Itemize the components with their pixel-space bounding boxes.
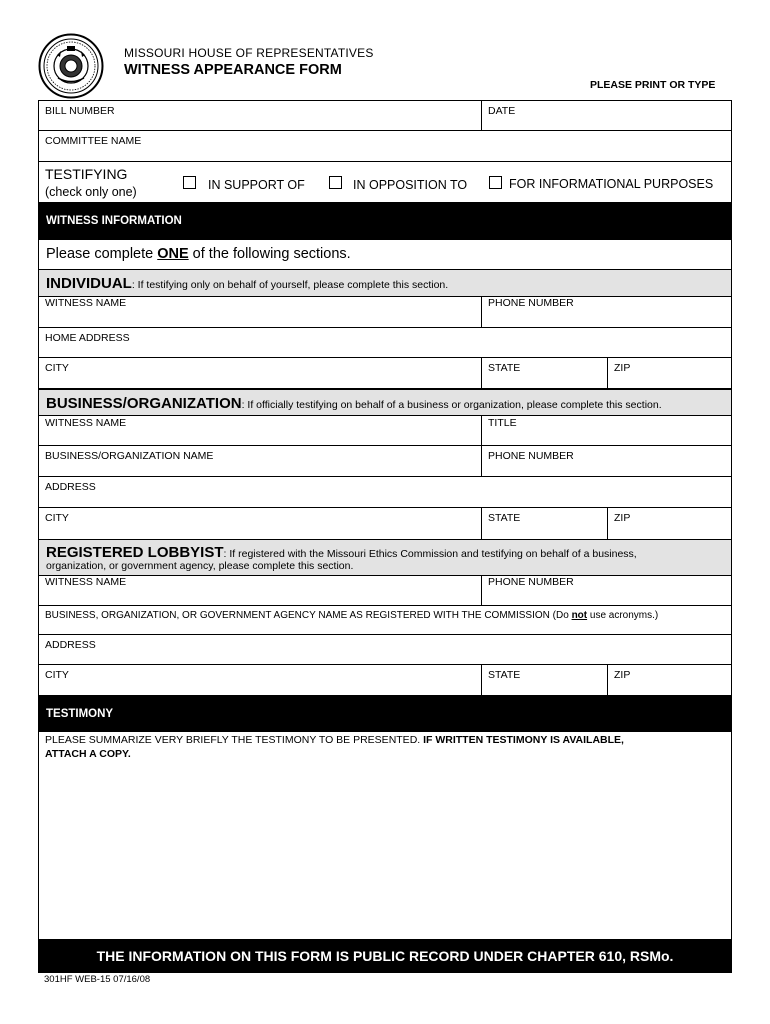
testimony-text-area[interactable] — [39, 732, 731, 939]
business-name-title-row — [39, 416, 731, 446]
individual-zip-field[interactable] — [607, 358, 731, 388]
individual-description: : If testifying only on behalf of yourself, please complete this section. — [131, 279, 449, 291]
informational-label: FOR INFORMATIONAL PURPOSES — [509, 177, 714, 191]
testifying-note: (check only one) — [45, 185, 137, 199]
business-phone-label: PHONE NUMBER — [488, 450, 574, 462]
business-witness-name-label: WITNESS NAME — [45, 417, 127, 429]
lobbyist-section-header — [39, 540, 731, 576]
individual-home-address-label: HOME ADDRESS — [45, 332, 130, 344]
lobbyist-state-field[interactable] — [481, 665, 607, 695]
business-address-label: ADDRESS — [45, 481, 96, 493]
public-record-notice: THE INFORMATION ON THIS FORM IS PUBLIC RECORD UNDER CHAPTER 610, RSMo. — [96, 948, 674, 964]
section-instruction-row — [39, 240, 731, 270]
individual-zip-label: ZIP — [614, 362, 631, 374]
individual-city-label: CITY — [45, 362, 69, 374]
witness-form — [38, 100, 732, 973]
business-zip-label: ZIP — [614, 512, 631, 524]
business-section-header — [39, 390, 731, 416]
lobbyist-city-row — [39, 665, 731, 695]
lobbyist-zip-field[interactable] — [607, 665, 731, 695]
informational-checkbox[interactable] — [489, 176, 502, 189]
business-city-field[interactable] — [39, 508, 481, 539]
business-title-field[interactable] — [481, 416, 731, 445]
lobbyist-zip-label: ZIP — [614, 669, 631, 681]
business-description: : If officially testifying on behalf of a business or organization, please complete this section. — [241, 399, 662, 411]
date-field[interactable] — [481, 101, 731, 130]
individual-phone-field[interactable] — [481, 297, 731, 327]
testimony-instruction-line2: ATTACH A COPY. — [45, 748, 131, 760]
lobbyist-description-line1: : If registered with the Missouri Ethics Commission and testifying on behalf of a business, — [223, 548, 637, 560]
committee-name-label: COMMITTEE NAME — [45, 135, 142, 147]
business-org-name-label: BUSINESS/ORGANIZATION NAME — [45, 450, 214, 462]
opposition-checkbox[interactable] — [329, 176, 342, 189]
business-state-field[interactable] — [481, 508, 607, 539]
testifying-row — [39, 162, 731, 203]
print-instruction: PLEASE PRINT OR TYPE — [590, 79, 716, 91]
business-org-phone-row — [39, 446, 731, 477]
business-city-label: CITY — [45, 512, 69, 524]
lobbyist-city-label: CITY — [45, 669, 69, 681]
lobbyist-phone-field[interactable] — [481, 576, 731, 605]
lobbyist-description-line2: organization, or government agency, please complete this section. — [46, 560, 354, 572]
business-witness-name-field[interactable] — [39, 416, 481, 445]
form-code: 301HF WEB-15 07/16/08 — [44, 974, 151, 985]
individual-title: INDIVIDUAL — [46, 275, 132, 292]
lobbyist-agency-name-label: BUSINESS, ORGANIZATION, OR GOVERNMENT AGENCY NAME AS REGISTERED WITH THE COMMISSION (Do not use acronyms.) — [45, 610, 659, 621]
individual-home-address-field[interactable] — [39, 328, 731, 358]
individual-name-phone-row — [39, 297, 731, 328]
business-title-label: TITLE — [488, 417, 517, 429]
business-phone-field[interactable] — [481, 446, 731, 476]
lobbyist-phone-label: PHONE NUMBER — [488, 576, 574, 588]
witness-information-bar — [39, 203, 731, 240]
individual-state-field[interactable] — [481, 358, 607, 388]
lobbyist-address-label: ADDRESS — [45, 639, 96, 651]
lobbyist-state-label: STATE — [488, 669, 521, 681]
lobbyist-witness-name-field[interactable] — [39, 576, 481, 605]
bill-number-label: BILL NUMBER — [45, 105, 115, 117]
business-address-field[interactable] — [39, 477, 731, 508]
individual-phone-label: PHONE NUMBER — [488, 297, 574, 309]
lobbyist-name-phone-row — [39, 576, 731, 606]
section-instruction: Please complete ONE of the following sections. — [46, 246, 351, 262]
support-checkbox[interactable] — [183, 176, 196, 189]
individual-section-header — [39, 270, 731, 297]
committee-name-field[interactable] — [39, 131, 731, 162]
business-zip-field[interactable] — [607, 508, 731, 539]
individual-witness-name-label: WITNESS NAME — [45, 297, 127, 309]
header-organization: MISSOURI HOUSE OF REPRESENTATIVES — [124, 46, 374, 60]
missouri-house-seal-icon — [38, 33, 104, 99]
individual-state-label: STATE — [488, 362, 521, 374]
support-label: IN SUPPORT OF — [208, 178, 305, 192]
lobbyist-agency-name-field[interactable] — [39, 606, 731, 635]
lobbyist-city-field[interactable] — [39, 665, 481, 695]
business-city-row — [39, 508, 731, 540]
lobbyist-address-field[interactable] — [39, 635, 731, 665]
form-title: WITNESS APPEARANCE FORM — [124, 62, 342, 78]
public-record-bar — [39, 939, 731, 972]
witness-information-heading: WITNESS INFORMATION — [46, 215, 182, 227]
testimony-heading: TESTIMONY — [46, 708, 114, 720]
testimony-instruction-line1: PLEASE SUMMARIZE VERY BRIEFLY THE TESTIMONY TO BE PRESENTED. IF WRITTEN TESTIMONY IS AVAILABLE, — [45, 734, 624, 746]
lobbyist-witness-name-label: WITNESS NAME — [45, 576, 127, 588]
testifying-label: TESTIFYING — [45, 166, 128, 182]
individual-city-field[interactable] — [39, 358, 481, 388]
business-title: BUSINESS/ORGANIZATION — [46, 395, 242, 412]
testimony-bar — [39, 695, 731, 732]
lobbyist-title: REGISTERED LOBBYIST — [46, 544, 224, 561]
date-label: DATE — [488, 105, 516, 117]
business-state-label: STATE — [488, 512, 521, 524]
opposition-label: IN OPPOSITION TO — [353, 178, 468, 192]
bill-date-row — [39, 101, 731, 131]
individual-witness-name-field[interactable] — [39, 297, 481, 327]
business-org-name-field[interactable] — [39, 446, 481, 476]
bill-number-field[interactable] — [39, 101, 481, 130]
individual-city-row — [39, 358, 731, 390]
